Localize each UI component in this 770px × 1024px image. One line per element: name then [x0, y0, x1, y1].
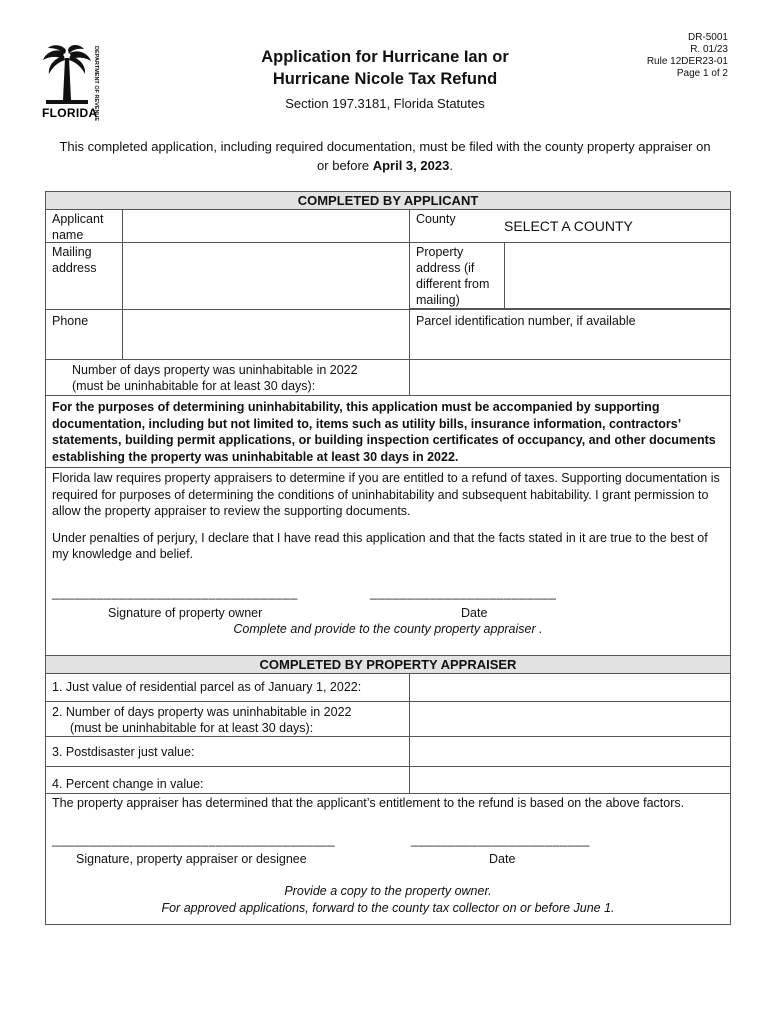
owner-signature-label: Signature of property owner [108, 606, 263, 620]
intro-end: . [449, 158, 453, 173]
owner-date-label: Date [461, 606, 488, 620]
row-addresses [46, 243, 730, 309]
appraiser-signature-label: Signature, property appraiser or designee [76, 852, 307, 866]
property-address-field[interactable] [505, 243, 730, 309]
pa-days-line-1: 2. Number of days property was uninhabitable in 2022 [52, 705, 352, 719]
just-value-field[interactable] [410, 674, 730, 701]
law-statement: Florida law requires property appraisers to determine if you are entitled to a refund of taxes. Supporting documentation is required for purposes of determining the conditions of uninhabitability and subsequent habitability. I grant permission to allow the property appraiser to review the supporting documents. [52, 471, 720, 518]
percent-change-label: 4. Percent change in value: [46, 767, 410, 793]
pa-days-field[interactable] [410, 702, 730, 736]
row-days-uninhabitable [46, 360, 730, 396]
page-number: Page 1 of 2 [676, 68, 728, 79]
perjury-statement: Under penalties of perjury, I declare that I have read this application and that the facts stated in it are true to the best of my knowledge and belief. [52, 530, 708, 561]
form-meta [647, 32, 728, 80]
statute-reference: Section 197.3181, Florida Statutes [285, 96, 485, 111]
applicant-name-label: Applicant name [46, 210, 123, 242]
florida-wordmark: FLORIDA [42, 106, 98, 120]
owner-date-line[interactable]: _________________________ [370, 586, 557, 600]
days-uninhabitable-label [46, 360, 410, 395]
application-form [45, 191, 731, 925]
parcel-id-label: Parcel identification number, if available [416, 314, 636, 328]
owner-instruction: Complete and provide to the county property appraiser . [233, 622, 543, 636]
copy-instruction: Provide a copy to the property owner. [284, 884, 492, 898]
intro-text: This completed application, including required documentation, must be filed with the county property appraiser on or before [59, 139, 711, 173]
row-phone-parcel [46, 309, 730, 360]
parcel-id-group [410, 310, 730, 359]
parcel-id-field[interactable] [416, 329, 730, 355]
form-number: DR-5001 [687, 32, 728, 43]
days-label-line-1: Number of days property was uninhabitable in 2022 [72, 363, 358, 377]
postdisaster-value-field[interactable] [410, 737, 730, 766]
row-name-county [46, 210, 730, 243]
days-label-line-2: (must be uninhabitable for at least 30 days): [72, 379, 316, 393]
postdisaster-value-label: 3. Postdisaster just value: [46, 737, 410, 766]
applicant-section-heading: COMPLETED BY APPLICANT [46, 192, 730, 210]
just-value-label: 1. Just value of residential parcel as of January 1, 2022: [46, 674, 410, 701]
days-uninhabitable-field[interactable] [410, 360, 730, 395]
appraiser-signature-line[interactable]: ______________________________________ [52, 833, 336, 847]
forward-instruction: For approved applications, forward to the county tax collector on or before June 1. [161, 901, 615, 915]
svg-text:DEPARTMENT OF REVENUE: DEPARTMENT OF REVENUE [93, 46, 99, 122]
county-label: County [416, 212, 456, 226]
documentation-requirement: For the purposes of determining uninhabitability, this application must be accompanied by supporting documentation, including but not limited to, items such as utility bills, insurance information, contractors’ statements, building permit applications, or building inspection certificates of occupancy, and other documents establishing the property was uninhabitable at least 30 days in 2022. [46, 396, 730, 468]
row-postdisaster-value [46, 737, 730, 767]
form-title-line-2: Hurricane Nicole Tax Refund [272, 70, 498, 88]
mailing-address-field[interactable] [123, 243, 410, 309]
declaration-section [46, 468, 730, 656]
pa-days-line-2: (must be uninhabitable for at least 30 days): [70, 721, 314, 735]
form-rule: Rule 12DER23-01 [646, 56, 728, 67]
appraiser-section-heading: COMPLETED BY PROPERTY APPRAISER [46, 656, 730, 674]
row-pa-days [46, 702, 730, 737]
form-revision: R. 01/23 [690, 44, 728, 55]
property-address-label: Property address (if different from mailing) [410, 243, 505, 309]
appraiser-date-label: Date [489, 852, 516, 866]
applicant-name-field[interactable] [123, 210, 410, 242]
phone-field[interactable] [123, 310, 410, 359]
form-title-block [200, 46, 570, 111]
mailing-address-label: Mailing address [46, 243, 123, 309]
filing-deadline: April 3, 2023 [372, 158, 450, 173]
county-select[interactable]: SELECT A COUNTY [504, 218, 633, 234]
row-just-value [46, 674, 730, 702]
pa-days-label [46, 702, 410, 736]
owner-signature-line[interactable]: _________________________________ [52, 586, 298, 600]
phone-label: Phone [46, 310, 123, 359]
row-percent-change [46, 767, 730, 794]
percent-change-field[interactable] [410, 767, 730, 793]
intro-paragraph [52, 137, 718, 175]
form-title-line-1: Application for Hurricane Ian or [261, 48, 509, 66]
appraiser-determination-section [46, 794, 730, 924]
determination-statement: The property appraiser has determined that the applicant’s entitlement to the refund is based on the above factors. [52, 796, 685, 810]
appraiser-date-line[interactable]: ________________________ [411, 833, 590, 847]
